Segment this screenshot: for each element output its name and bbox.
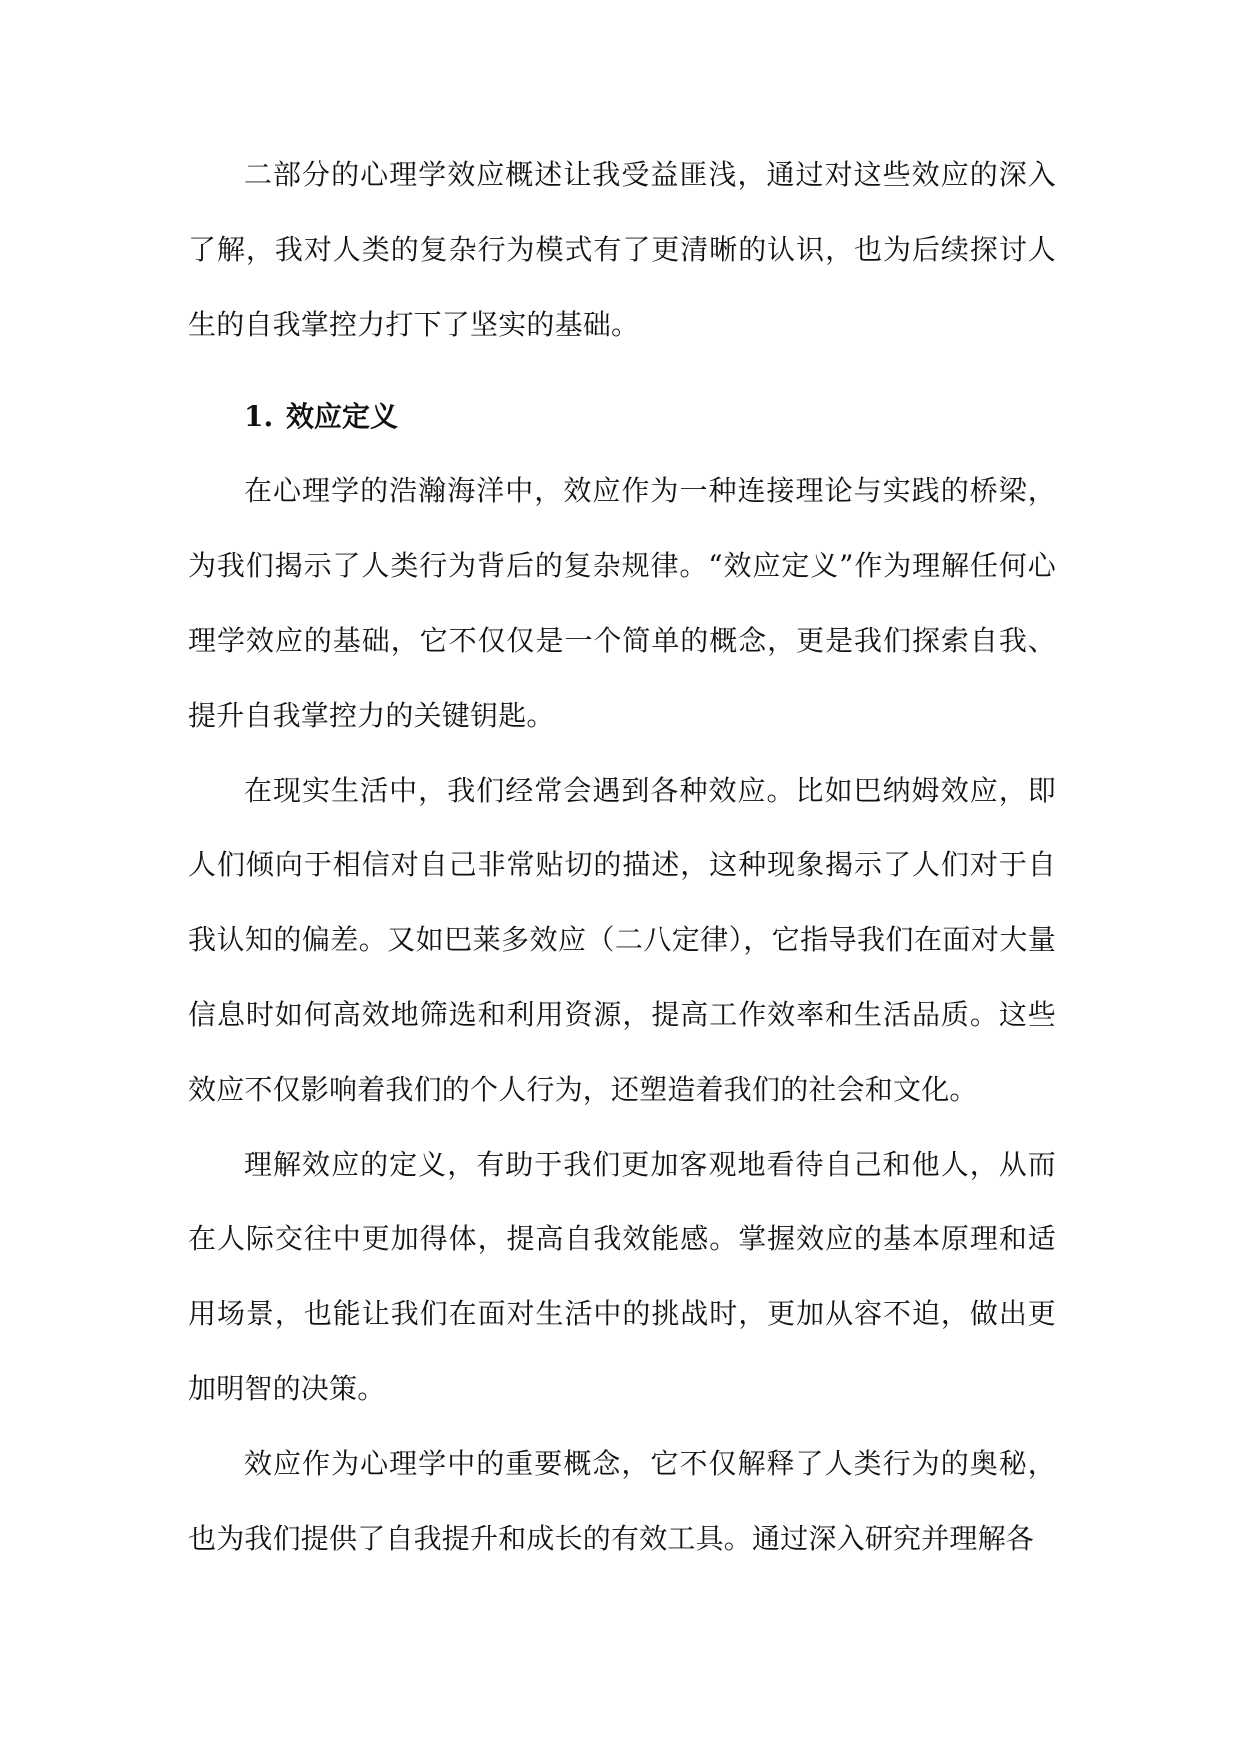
section-heading bbox=[188, 380, 1056, 454]
body-paragraph-2: 在现实生活中，我们经常会遇到各种效应。比如巴纳姆效应，即人们倾向于相信对自己非常贴切的描述，这种现象揭示了人们对于自我认知的偏差。又如巴莱多效应（二八定律），它指导我们在面对大量信息时如何高效地筛选和利用资源，提高工作效率和生活品质。这些效应不仅影响着我们的个人行为，还塑造着我们的社会和文化。 bbox=[188, 773, 1056, 1106]
body-paragraph-1: 在心理学的浩瀚海洋中，效应作为一种连接理论与实践的桥梁，为我们揭示了人类行为背后的复杂规律。“效应定义”作为理解任何心理学效应的基础，它不仅仅是一个简单的概念，更是我们探索自我、提升自我掌控力的关键钥匙。 bbox=[188, 474, 1056, 732]
section-title: 效应定义 bbox=[286, 400, 399, 434]
section-number: 1. bbox=[244, 400, 274, 434]
body-paragraph-4: 效应作为心理学中的重要概念，它不仅解释了人类行为的奥秘，也为我们提供了自我提升和成长的有效工具。通过深入研究并理解各 bbox=[188, 1446, 1056, 1555]
intro-paragraph: 二部分的心理学效应概述让我受益匪浅，通过对这些效应的深入了解，我对人类的复杂行为模式有了更清晰的认识，也为后续探讨人生的自我掌控力打下了坚实的基础。 bbox=[188, 158, 1056, 341]
body-paragraph-3: 理解效应的定义，有助于我们更加客观地看待自己和他人，从而在人际交往中更加得体，提高自我效能感。掌握效应的基本原理和适用场景，也能让我们在面对生活中的挑战时，更加从容不迫，做出更加明智的决策。 bbox=[188, 1147, 1056, 1405]
document-body bbox=[188, 138, 1056, 1576]
